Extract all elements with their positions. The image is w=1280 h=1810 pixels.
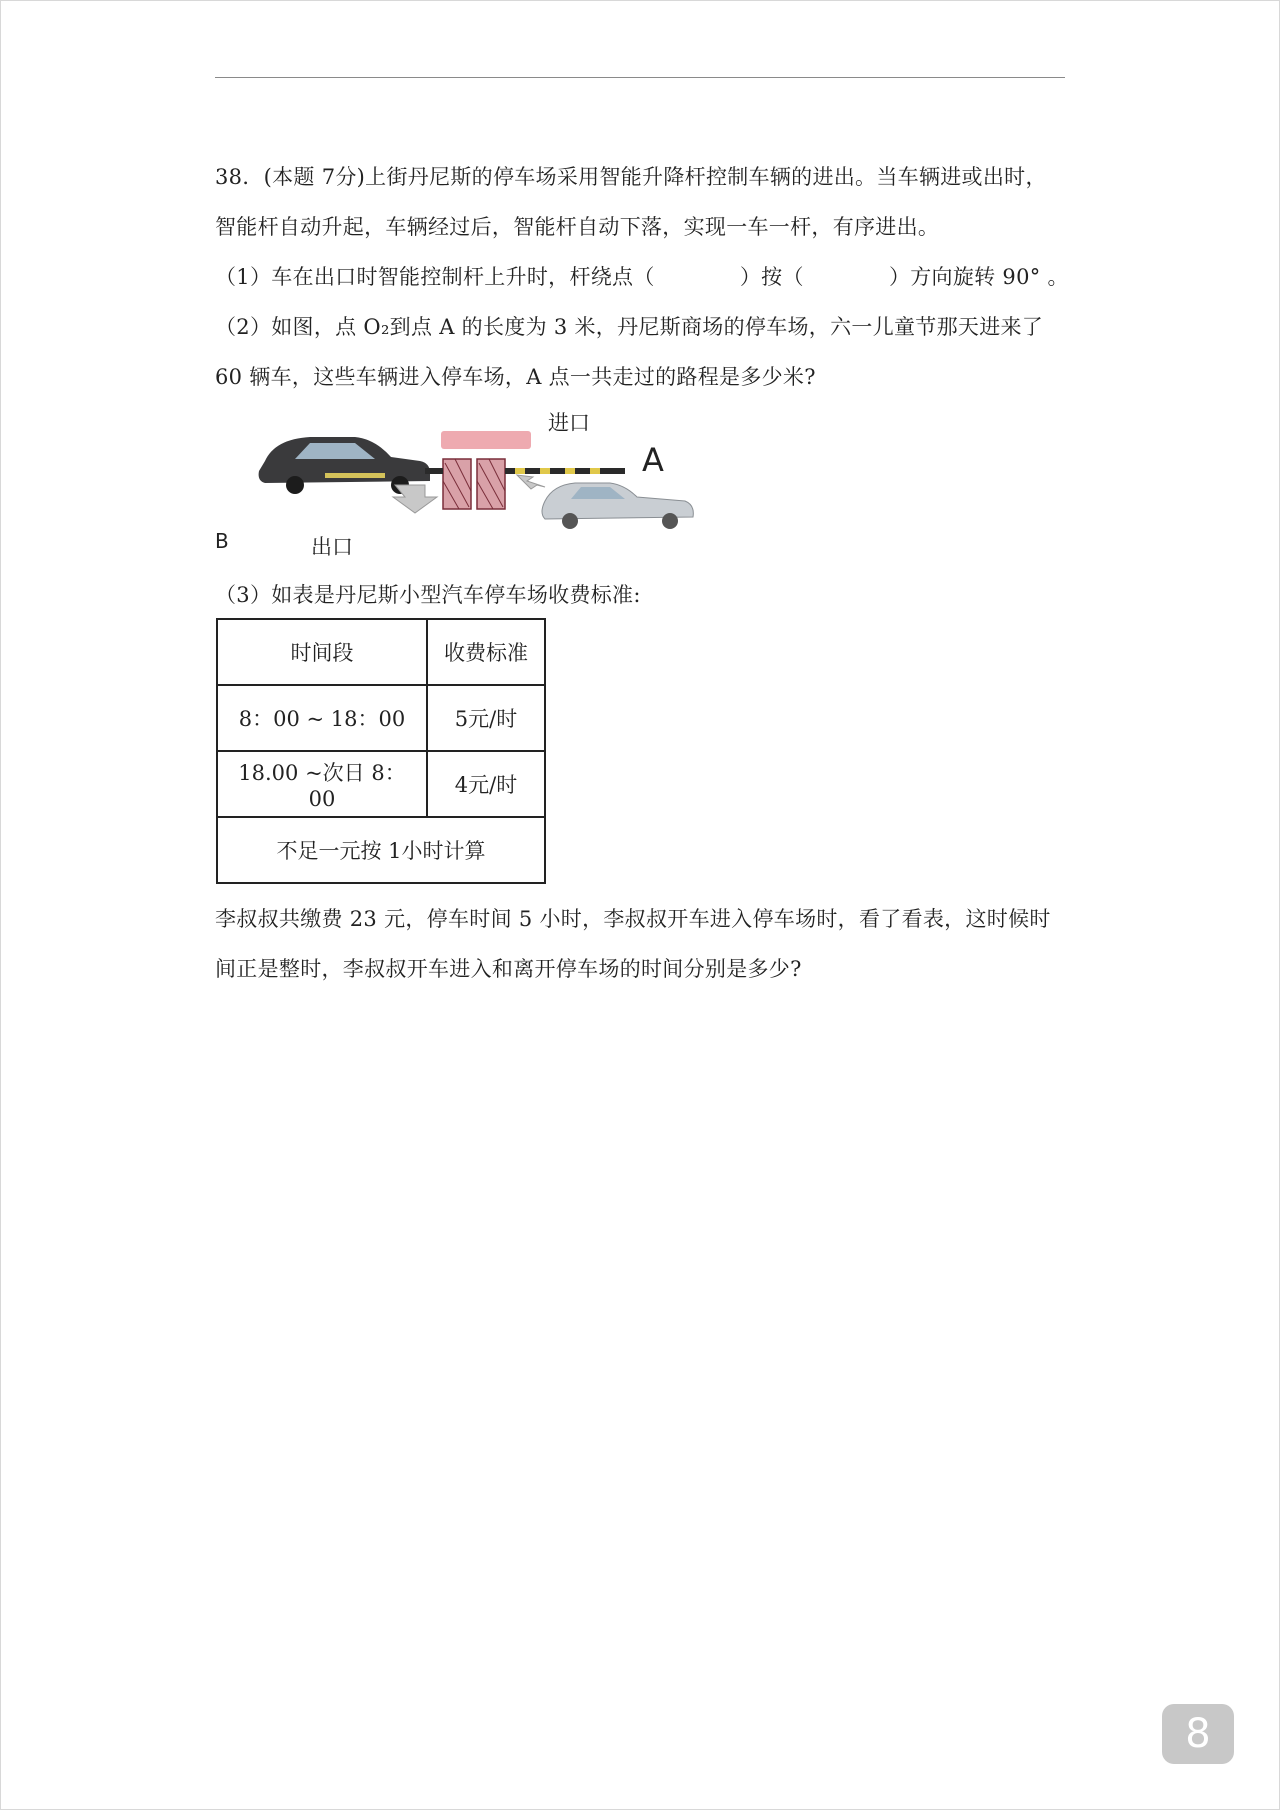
- page-number-badge: 8: [1162, 1704, 1234, 1764]
- header-time-period: 时间段: [217, 619, 427, 685]
- silver-car-icon: [542, 483, 693, 529]
- row-2-time: 18.00 ~次日 8：00: [217, 751, 427, 817]
- row-1-time: 8：00 ~ 18：00: [217, 685, 427, 751]
- question-3-intro: （3）如表是丹尼斯小型汽车停车场收费标准:: [215, 583, 641, 607]
- table-footer-note: 不足一元按 1小时计算: [217, 817, 545, 883]
- parking-barrier-figure: [215, 401, 735, 561]
- table-row: [217, 619, 545, 685]
- header-rule: [215, 77, 1065, 78]
- entry-arrow-icon: [517, 475, 545, 489]
- question-3-text-line-2: 间正是整时，李叔叔开车进入和离开停车场的时间分别是多少?: [215, 957, 802, 981]
- question-2-line-2: 60 辆车，这些车辆进入停车场，A 点一共走过的路程是多少米?: [215, 365, 816, 389]
- table-row: [217, 817, 545, 883]
- point-b-label: B: [215, 529, 229, 553]
- question-2-line-1: （2）如图，点 O₂到点 A 的长度为 3 米，丹尼斯商场的停车场，六一儿童节那天进来了: [215, 315, 1044, 339]
- table-row: [217, 751, 545, 817]
- header-fee-standard: 收费标准: [427, 619, 545, 685]
- question-1: （1）车在出口时智能控制杆上升时，杆绕点（ ）按（ ）方向旋转 90° 。: [215, 265, 1069, 289]
- problem-line-2: 智能杆自动升起，车辆经过后，智能杆自动下落，实现一车一杆，有序进出。: [215, 215, 940, 239]
- raised-barrier: [441, 431, 531, 449]
- question-3-text-line-1: 李叔叔共缴费 23 元，停车时间 5 小时，李叔叔开车进入停车场时，看了看表，这时候时: [215, 907, 1051, 931]
- table-row: [217, 685, 545, 751]
- entrance-label: 进口: [548, 411, 590, 435]
- fee-table: [216, 618, 546, 884]
- point-a-label: A: [642, 441, 664, 479]
- row-2-fee: 4元/时: [427, 751, 545, 817]
- row-1-fee: 5元/时: [427, 685, 545, 751]
- barrier-illustration: [215, 401, 735, 561]
- problem-line-1: 38．(本题 7分)上街丹尼斯的停车场采用智能升降杆控制车辆的进出。当车辆进或出时，: [215, 165, 1047, 189]
- exit-label: 出口: [311, 535, 353, 559]
- exit-arrow-icon: [393, 485, 437, 513]
